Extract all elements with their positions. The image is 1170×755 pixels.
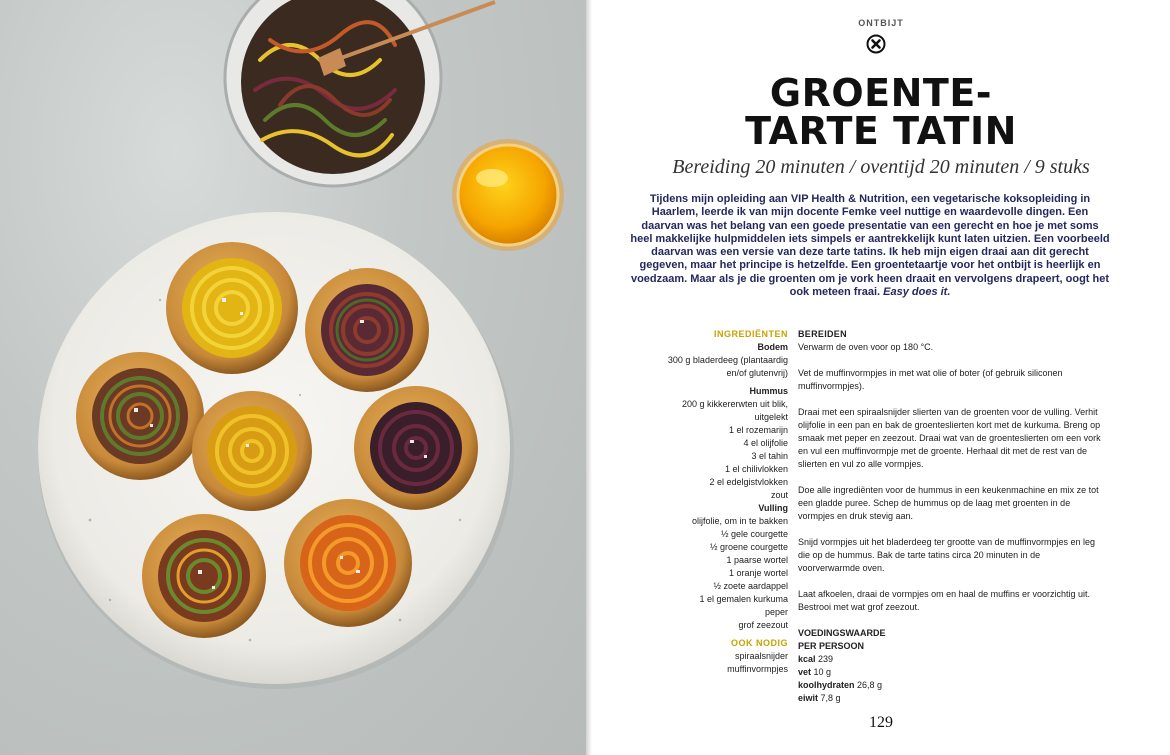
ingredient-group-title: Vulling [758,503,788,513]
section-label: ONTBIJT [858,18,904,28]
nutrition-value: 10 g [813,667,832,677]
recipe-intro [630,193,1110,299]
ingredient-item: uitgelekt [754,412,788,422]
ingredient-item: ½ groene courgette [709,542,788,552]
ingredient-item: 4 el olijfolie [743,438,788,448]
method-step: Snijd vormpjes uit het bladerdeeg ter grootte van de muffinvormpjes en leg die op de hummus. Bak de tarte tatins circa 20 minuten in de voorverwarmde oven. [798,537,1096,573]
ingredient-item: en/of glutenvrij) [726,368,788,378]
ingredient-item: olijfolie, om in te bakken [691,516,788,526]
method-step: Vet de muffinvormpjes in met wat olie of boter (of gebruik siliconen muffinvormpjes). [798,368,1063,391]
cross-circle-icon [866,34,886,54]
recipe-page [592,0,1170,755]
nutrition-row [798,653,1103,666]
ingredient-item: 200 g kikkererwten uit blik, [681,399,788,409]
recipe-title-line2: TARTE TATIN [745,109,1017,153]
nutrition-label: eiwit [798,693,819,703]
ingredient-item: 1 el rozemarijn [728,425,788,435]
nutrition-row [798,666,1103,679]
method-steps [798,328,1103,705]
nutrition-value: 239 [818,654,834,664]
nutrition-row [798,679,1103,692]
ingredient-item: 1 el gemalen kurkuma [699,594,788,604]
ingredients-list [662,328,788,676]
extra-tools-heading: OOK NODIG [730,638,788,648]
intro-text: Tijdens mijn opleiding aan VIP Health & Nutrition, een vegetarische koksopleiding in Haarlem, leerde ik van mijn docente Femke veel nuttige en waardevolle dingen. Een daarvan was het belang van een goede presentatie van een gerecht en hoe je met soms heel makkelijke hulpmiddelen iets simpels er aantrekkelijk kunt laten uitzien. Een voorbeeld daarvan was een versie van deze tarte tatins. Ik heb mijn eigen draai aan dit gerecht gegeven, maar het principe is hetzelfde. Een groentetaartje voor het ontbijt is heerlijk en voedzaam. Maar als je die groenten om je vork heen draait en vervolgens drapeert, oogt het ook meteen fraai. [630,193,1110,299]
ingredient-item: 1 oranje wortel [728,568,788,578]
nutrition-value: 26,8 g [857,680,883,690]
nutrition-label: koolhydraten [798,680,855,690]
intro-tagline: Easy does it. [883,286,951,299]
ingredient-item: 300 g bladerdeeg (plantaardig [667,355,788,365]
ingredients-heading: INGREDIËNTEN [713,329,788,339]
extra-tool-item: muffinvormpjes [727,664,788,674]
ingredient-item: grof zeezout [738,620,788,630]
recipe-title-line1: GROENTE- [769,71,993,115]
ingredient-item: zout [770,490,788,500]
ingredient-item: ½ gele courgette [720,529,788,539]
ingredient-group-title: Hummus [749,386,788,396]
page-number: 129 [869,714,893,731]
nutrition-heading: VOEDINGSWAARDE [798,628,886,638]
nutrition-row [798,692,1103,705]
nutrition-subheading: PER PERSOON [798,641,865,651]
ingredient-item: 1 el chilivlokken [724,464,788,474]
ingredient-item: 2 el edelgistvlokken [709,477,788,487]
nutrition-value: 7,8 g [820,693,841,703]
method-step: Laat afkoelen, draai de vormpjes om en haal de muffins er voorzichtig uit. Bestrooi met wat grof zeezout. [798,589,1090,612]
ingredient-item: 1 paarse wortel [726,555,788,565]
method-heading: BEREIDEN [798,329,847,339]
ingredient-item: 3 el tahin [751,451,788,461]
ingredient-group-title: Bodem [757,342,788,352]
nutrition-label: vet [798,667,812,677]
nutrition-label: kcal [798,654,816,664]
extra-tool-item: spiraalsnijder [734,651,788,661]
recipe-title [592,71,1170,153]
ingredient-item: peper [764,607,788,617]
ingredient-item: ½ zoete aardappel [713,581,788,591]
method-step: Draai met een spiraalsnijder slierten van de groenten voor de vulling. Verhit olijfolie in een pan en bak de groenteslierten kort met de kurkuma. Breng op smaak met peper en zeezout. Draai wat van de groenteslierten om een vork en vul een muffinvormpje met de groente. Herhaal dit met de rest van de slierten en vul zo alle vormpjes. [798,407,1101,469]
method-step: Doe alle ingrediënten voor de hummus in een keukenmachine en mix ze tot een gladde puree. Schep de hummus op de laag met groenten in de vormpjes en druk stevig aan. [798,485,1099,521]
method-step: Verwarm de oven voor op 180 °C. [798,342,934,352]
recipe-subtitle: Bereiding 20 minuten / oventijd 20 minuten / 9 stuks [672,156,1090,178]
